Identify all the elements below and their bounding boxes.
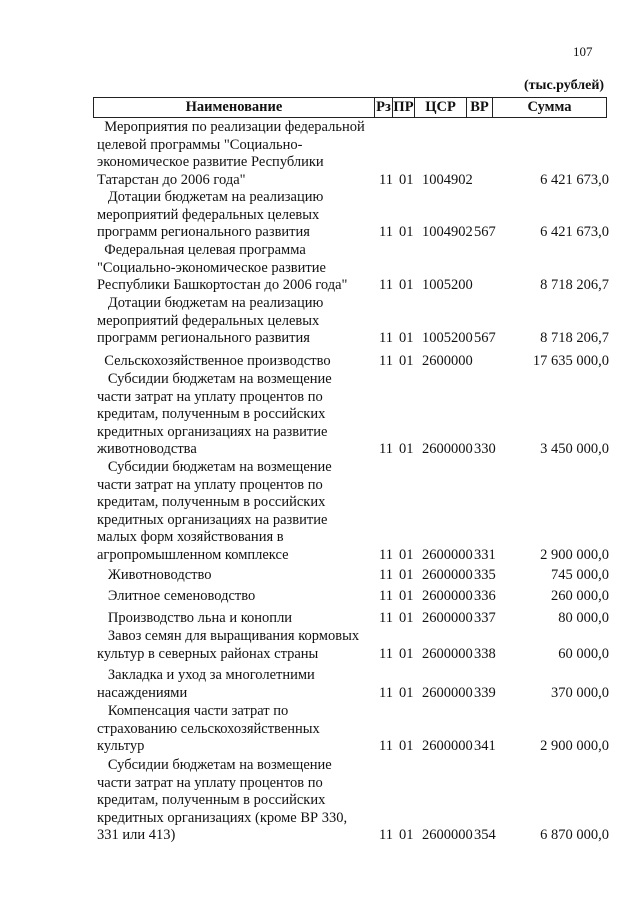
row-name-line: страхованию сельскохозяйственных: [97, 720, 320, 737]
row-name-line: кредитам, полученным в российских: [97, 406, 326, 423]
row-name: [97, 295, 381, 348]
row-pr: 01: [399, 610, 414, 626]
row-vr: 341: [474, 738, 496, 755]
header-csr: ЦСР: [415, 98, 467, 117]
page-number: 107: [573, 44, 593, 59]
row-sum: 6 870 000,0: [540, 827, 609, 844]
row-name-line: Компенсация части затрат по: [97, 703, 289, 719]
row-name-line: программ регионального развития: [97, 224, 310, 241]
row-pr: 01: [399, 224, 414, 241]
row-name: [97, 119, 381, 189]
row-name: [97, 242, 381, 295]
row-csr: 2600000: [422, 738, 473, 755]
row-rz: 11: [379, 588, 393, 604]
row-name-line: кредитных организациях на развитие: [97, 423, 328, 440]
row-rz: 11: [379, 330, 393, 347]
row-name-line: Татарстан до 2006 года": [97, 171, 246, 188]
row-name-line: культур в северных районах страны: [97, 645, 319, 662]
row-name-line: Мероприятия по реализации федеральной: [97, 119, 365, 135]
row-csr: 1004902: [422, 224, 473, 241]
row-name-line: Субсидии бюджетам на возмещение: [97, 371, 332, 387]
row-name-line: кредитам, полученным в российских: [97, 792, 326, 809]
row-rz: 11: [379, 684, 393, 701]
row-csr: 1005200: [422, 277, 473, 294]
row-name: [97, 757, 381, 845]
row-name-line: Производство льна и конопли: [97, 610, 293, 626]
row-vr: 354: [474, 827, 496, 844]
row-name: [97, 703, 381, 756]
row-sum: 6 421 673,0: [540, 171, 609, 188]
row-name-line: Субсидии бюджетам на возмещение: [97, 757, 332, 773]
row-sum: 2 900 000,0: [540, 738, 609, 755]
row-pr: 01: [399, 547, 414, 563]
row-rz: 11: [379, 353, 393, 369]
row-name-line: насаждениями: [97, 684, 188, 701]
row-rz: 11: [379, 547, 393, 563]
row-name-line: 331 или 413): [97, 827, 176, 844]
row-pr: 01: [399, 353, 414, 369]
row-csr: 2600000: [422, 684, 473, 701]
row-vr: 336: [474, 588, 496, 604]
row-name-line: программ регионального развития: [97, 330, 310, 347]
row-csr: 2600000: [422, 547, 473, 563]
row-pr: 01: [399, 567, 414, 583]
row-vr: 339: [474, 684, 496, 701]
row-name-line: кредитам, полученным в российских: [97, 494, 326, 511]
row-csr: 2600000: [422, 588, 473, 604]
row-name-line: целевой программы "Социально-: [97, 136, 303, 153]
row-vr: 337: [474, 610, 496, 626]
header-name: Наименование: [94, 98, 375, 117]
row-pr: 01: [399, 827, 414, 844]
row-name-line: мероприятий федеральных целевых: [97, 206, 320, 223]
row-rz: 11: [379, 171, 393, 188]
row-sum: 80 000,0: [558, 610, 609, 626]
row-pr: 01: [399, 171, 414, 188]
row-pr: 01: [399, 277, 414, 294]
header-rz: Рз: [375, 98, 393, 117]
row-sum: 6 421 673,0: [540, 224, 609, 241]
row-name-line: части затрат на уплату процентов по: [97, 774, 323, 791]
row-name-line: Федеральная целевая программа: [97, 242, 306, 258]
row-name-line: "Социально-экономическое развитие: [97, 259, 326, 276]
row-name-line: агропромышленном комплексе: [97, 546, 289, 563]
row-csr: 2600000: [422, 353, 473, 369]
row-sum: 3 450 000,0: [540, 441, 609, 458]
row-sum: 8 718 206,7: [540, 277, 609, 294]
row-name: [97, 667, 381, 702]
units-label: (тыс.рублей): [524, 78, 605, 93]
row-sum: 8 718 206,7: [540, 330, 609, 347]
row-name: [97, 189, 381, 242]
row-pr: 01: [399, 588, 414, 604]
row-pr: 01: [399, 330, 414, 347]
row-sum: 745 000,0: [551, 567, 609, 583]
row-name-line: Дотации бюджетам на реализацию: [97, 295, 324, 311]
header-pr: ПР: [393, 99, 414, 115]
row-csr: 2600000: [422, 827, 473, 844]
row-name-line: Элитное семеноводство: [97, 588, 256, 604]
row-vr: 567: [474, 330, 496, 347]
row-rz: 11: [379, 224, 393, 241]
row-name: [97, 353, 381, 371]
row-pr: 01: [399, 441, 414, 458]
row-rz: 11: [379, 645, 393, 662]
row-name-line: мероприятий федеральных целевых: [97, 312, 320, 329]
row-csr: 2600000: [422, 610, 473, 626]
row-sum: 60 000,0: [558, 645, 609, 662]
row-csr: 1004902: [422, 171, 473, 188]
row-name-line: Закладка и уход за многолетними: [97, 667, 315, 683]
row-name: [97, 610, 381, 628]
row-name-line: кредитных организациях на развитие: [97, 511, 328, 528]
row-vr: 331: [474, 547, 496, 563]
table-header: [93, 97, 607, 118]
row-name-line: животноводства: [97, 441, 197, 458]
row-csr: 2600000: [422, 645, 473, 662]
row-vr: 330: [474, 441, 496, 458]
row-rz: 11: [379, 567, 393, 583]
row-vr: 335: [474, 567, 496, 583]
row-name: [97, 371, 381, 459]
row-sum: 370 000,0: [551, 684, 609, 701]
row-name-line: Завоз семян для выращивания кормовых: [97, 628, 360, 644]
row-csr: 2600000: [422, 567, 473, 583]
row-vr: 338: [474, 645, 496, 662]
row-rz: 11: [379, 277, 393, 294]
row-name-line: Субсидии бюджетам на возмещение: [97, 459, 332, 475]
row-name-line: части затрат на уплату процентов по: [97, 476, 323, 493]
row-sum: 2 900 000,0: [540, 547, 609, 563]
row-name: [97, 588, 381, 606]
row-name: [97, 628, 381, 663]
row-pr: 01: [399, 684, 414, 701]
row-name-line: кредитных организациях (кроме ВР 330,: [97, 809, 348, 826]
row-name: [97, 567, 381, 585]
row-rz: 11: [379, 610, 393, 626]
row-name-line: Животноводство: [97, 567, 212, 583]
row-csr: 1005200: [422, 330, 473, 347]
row-sum: 17 635 000,0: [532, 353, 609, 369]
row-vr: 567: [474, 224, 496, 241]
row-name: [97, 459, 381, 565]
row-name-line: экономическое развитие Республики: [97, 154, 324, 171]
row-csr: 2600000: [422, 441, 473, 458]
row-name-line: части затрат на уплату процентов по: [97, 388, 323, 405]
row-rz: 11: [379, 827, 393, 844]
row-pr: 01: [399, 738, 414, 755]
row-rz: 11: [379, 441, 393, 458]
row-rz: 11: [379, 738, 393, 755]
header-sum: Сумма: [527, 99, 572, 115]
header-vr: ВР: [467, 98, 493, 117]
row-sum: 260 000,0: [551, 588, 609, 604]
row-name-line: Республики Башкортостан до 2006 года": [97, 277, 348, 294]
row-name-line: малых форм хозяйствования в: [97, 529, 284, 546]
row-name-line: Сельскохозяйственное производство: [97, 353, 331, 369]
row-pr: 01: [399, 645, 414, 662]
row-name-line: культур: [97, 738, 145, 755]
row-name-line: Дотации бюджетам на реализацию: [97, 189, 324, 205]
